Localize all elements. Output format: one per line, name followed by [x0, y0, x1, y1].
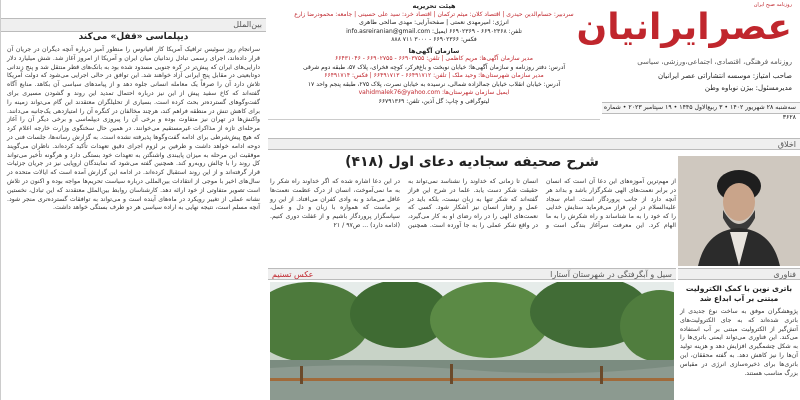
article-body: از مهم‌ترین آموزه‌های این دعا آن است که انسان در برابر نعمت‌های الهی شکرگزار باشد و بداند هر آنچه دارد از جانب پروردگار است. امام سجاد علیه‌السلام در این فراز می‌فرماید ستایش خدایی را که خود را به ما شناساند و راه شکرش را به ما الهام کرد. این معرفت سرآغاز بندگی است و انسان تا زمانی که خداوند را نشناسد نمی‌تواند به حقیقت شکر دست یابد. علما در شرح این فراز گفته‌اند که شکر تنها به زبان نیست، بلکه باید در عمل و رفتار انسان نیز آشکار شود. کسی که نعمت‌های الهی را در راه رضای او به کار می‌گیرد، در واقع شکر عملی را به جا آورده است. همچنین در این دعا اشاره شده که اگر خداوند راه شکر را به ما نمی‌آموخت، انسان از درک عظمت نعمت‌ها غافل می‌ماند و به وادی کفران می‌افتاد. از این رو بر ماست که همواره با زبان و دل و عمل، سپاسگزار پروردگار باشیم و از غفلت دوری کنیم. (ادامه دارد) ... ص۹۷ / ۲۱ — [270, 178, 676, 229]
staff-line: لیتوگرافی و چاپ: گل آذین، تلفن: ۶۶۷۹۱۳۶۹ — [378, 97, 490, 105]
staff-line: مدیر سازمان شهرستان‌ها: وحید ملک | تلفن: ۶۶۴۹۱۷۱۲ - ۶۶۴۹۱۷۱۳ | فکس: ۶۶۴۹۱۷۱۴ — [324, 72, 544, 79]
article-title: دیپلماسی «قفل» می‌کند — [78, 32, 189, 42]
staff-line: تلفن: ۶۶۹۰۲۳۶۸ - ۶۶۹۰۲۳۶۹ ایمیل: info.asreiranian@gmail.com — [346, 27, 522, 35]
director-line: مدیرمسئول: بیژن نوباوه وطن — [704, 84, 792, 92]
staff-line: سردبیر: حسام‌الدین حیدری | اقتصاد کلان: میثم ترکمان | اقتصاد خرد: سید علی حسینی | جامعه: محمودرضا زارع — [294, 10, 574, 18]
staff-line: فکس: ۶۶۹۰۲۳۶۶ - ۳۰۰۰ ۷۱۱ ۸۸۸ — [391, 36, 477, 43]
left-column — [0, 0, 266, 400]
section-label-technology: فناوری — [678, 268, 800, 280]
staff-line: آدرس: دفتر روزنامه و سازمان آگهی‌ها: خیابان نوبخت و باغ‌فرکر، کوچه فخرای، پلاک ۵۷، طبقه دوم شرقی — [302, 63, 566, 71]
logo-subtext: روزنامه صبح ایران — [753, 2, 792, 8]
author-photo — [678, 156, 800, 266]
article-body: پژوهشگران موفق به ساخت نوع جدیدی از باتری شده‌اند که به جای الکترولیت‌های آتش‌گیر از الکترولیت مبتنی بر آب استفاده می‌کند. این فناوری می‌تواند ایمنی باتری‌ها را به شکل چشمگیری افزایش دهد و هزینه تولید آن‌ها را نیز کاهش دهد. به گفته محققان، این باتری‌ها برای ذخیره‌سازی انرژی در مقیاس بزرگ مناسب هستند. — [680, 308, 798, 377]
logo — [576, 6, 792, 50]
section-label-international: بین‌الملل — [1, 18, 266, 32]
author-portrait-icon — [678, 156, 800, 266]
staff-line: آدرس: خیابان انقلاب خیابان جمالزاده شمالی، نرسیده به خیابان نصرت، پلاک ۲۷۵، طبقه پنجم واحد ۱۷ — [307, 80, 561, 88]
article-title: باتری نوین با کمک الکترولیت مبتنی بر آب ابداع شد — [685, 284, 793, 303]
section-label-ethics: اخلاق — [268, 138, 800, 150]
flood-photo-icon — [270, 282, 674, 400]
dateline: سه‌شنبه ۲۸ شهریور ۱۴۰۲ • ۳ ربیع‌الاول ۱۴۴۵ • ۱۹ سپتامبر ۲۰۲۳ • شماره ۳۶۲۸ — [602, 102, 800, 114]
masthead — [576, 0, 800, 110]
logo-wordmark: عصرایرانیان — [576, 7, 792, 48]
staff-box — [268, 0, 600, 120]
photo-caption: سیل و آبگرفتگی در شهرستان آستارا — [550, 270, 672, 279]
owner-line: صاحب امتیاز: موسسه انتشاراتی عصر ایرانیان — [657, 72, 792, 80]
article-title: شرح صحیفه سجادیه دعای اول (۴۱۸) — [345, 154, 599, 170]
staff-header: هیئت تحریریه — [412, 2, 456, 10]
photo-source-label: عکس تسنیم — [272, 270, 314, 279]
ads-header: سازمان آگهی‌ها — [408, 46, 460, 55]
staff-line: انرژی: امیرمهدی نعمتی | صفحه‌آرایی: مهدی صالحی طاهری — [359, 19, 509, 26]
staff-line: ایمیل سازمان شهرستان‌ها: vahidmalek76@yahoo.com — [358, 89, 510, 96]
news-photo — [270, 282, 674, 400]
article-body: سرانجام روز سوئیس ترافیک آمریکا کار اقیانوس را منظور آمیز درباره آنچه دیگران در جریان آن قرار داده‌اند، اجرای رسمی تبادل زندانیان میان ایران و آمریکا از امروز آغاز شد. شش میلیارد دلار دارایی‌های ایران که پیش‌تر در کره جنوبی مسدود شده بود به بانک‌های قطر منتقل شد و پنج زندانی دوتابعیتی در مقابل پنج ایرانی آزاد خواهند شد. این توافق در حالی اجرایی می‌شود که دولت آمریکا تلاش دارد آن را صرفاً یک معامله انسانی جلوه دهد و از پیامدهای سیاسی آن بکاهد. منابع آگاه گفته‌اند که کاخ سفید پیش از این نیز درباره احتمال تمدید این روند و گشودن مسیری برای گفت‌وگوهای گسترده‌تر بحث کرده است. بسیاری از تحلیلگران معتقدند این گام می‌تواند زمینه را برای کاهش تنش در منطقه فراهم کند، هرچند مخالفان در کنگره آن را امتیازدهی یک‌جانبه می‌دانند. واکنش‌ها در تهران نیز متفاوت بوده و برخی آن را پیروزی دیپلماسی و برخی دیگر آن را آغاز مرحله‌ای تازه از مذاکرات غیرمستقیم می‌خوانند. در همین حال سخنگوی وزارت خارجه اعلام کرد که هیچ پیش‌شرطی برای ادامه گفت‌وگوها پذیرفته نشده است. به گزارش رسانه‌ها، جلسات فنی در دوحه ادامه خواهد داشت و طرفین بر لزوم اجرای دقیق تعهدات تأکید کرده‌اند. ناظران می‌گویند موفقیت این مرحله به میزان پایبندی واشنگتن به تعهدات خود بستگی دارد و هرگونه تأخیر می‌تواند کل روند را با چالش روبه‌رو کند. همچنین گفته می‌شود که نمایندگان اروپایی نیز در جریان جزئیات قرار گرفته‌اند و از این روند استقبال کرده‌اند. در ادامه این گزارش آمده است که ایالات متحده در سال‌های اخیر با موجی از انتقادات بین‌المللی درباره سیاست تحریم‌ها مواجه بوده و اکنون در تلاش است تصویر متفاوتی از خود ارائه دهد. کارشناسان روابط بین‌الملل معتقدند که این تبادل، نخستین نشانه عملی از تغییر رویکرد در ماه‌های آینده است و می‌تواند به توافقات گسترده‌تری منجر شود. آنچه مسلم است، نتیجه نهایی به اراده سیاسی هر دو طرف بستگی خواهد داشت. — [7, 46, 260, 212]
staff-line: مدیر سازمان آگهی‌ها: مریم کاظمی | تلفن: ۶۶۹۰۳۷۵۵ - ۶۶۹۰۲۷۵۵ - ۶۶۴۳۱۰۴۶ — [335, 55, 533, 62]
photo-section-header — [268, 268, 676, 280]
tagline: روزنامه فرهنگی، اقتصادی، اجتماعی،ورزشی، سیاسی — [637, 58, 792, 66]
